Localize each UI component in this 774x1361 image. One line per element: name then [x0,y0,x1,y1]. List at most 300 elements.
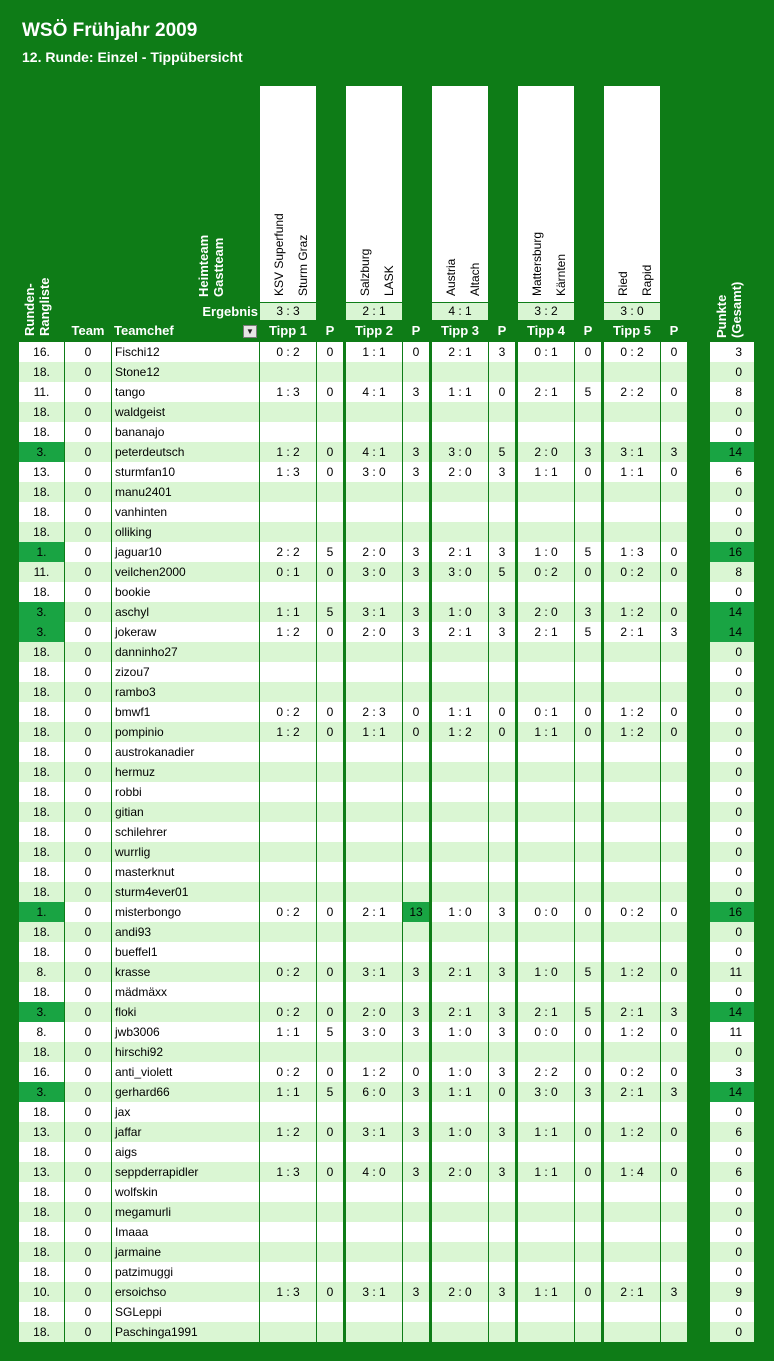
tipp-2-cell[interactable] [346,942,402,962]
teamchef-cell[interactable]: Fischi12 [112,342,259,362]
tipp-3-cell[interactable]: 1 : 0 [432,1062,488,1082]
tipp-4-cell[interactable]: 1 : 1 [518,1282,574,1302]
tipp-5-cell[interactable] [604,1242,660,1262]
points-5-cell[interactable] [661,1042,687,1062]
tipp-1-cell[interactable]: 0 : 2 [260,962,316,982]
tipp-2-cell[interactable] [346,362,402,382]
teamchef-cell[interactable]: pompinio [112,722,259,742]
tipp-5-cell[interactable]: 2 : 1 [604,622,660,642]
points-3-cell[interactable]: 3 [489,1062,515,1082]
total-points-cell[interactable]: 0 [710,642,754,662]
team-cell[interactable]: 0 [65,1062,111,1082]
points-1-cell[interactable]: 0 [317,702,343,722]
points-3-cell[interactable]: 3 [489,1282,515,1302]
teamchef-cell[interactable]: bmwf1 [112,702,259,722]
points-1-cell[interactable] [317,802,343,822]
rank-cell[interactable]: 18. [19,482,64,502]
tipp-2-cell[interactable]: 2 : 0 [346,622,402,642]
tipp-1-cell[interactable]: 1 : 3 [260,382,316,402]
tipp-1-cell[interactable]: 0 : 2 [260,342,316,362]
rank-cell[interactable]: 3. [19,1002,64,1022]
tipp-4-cell[interactable]: 1 : 0 [518,542,574,562]
tipp-2-cell[interactable] [346,482,402,502]
points-3-cell[interactable] [489,482,515,502]
points-3-cell[interactable] [489,1042,515,1062]
points-4-cell[interactable]: 0 [575,902,601,922]
rank-cell[interactable]: 18. [19,1322,64,1342]
total-points-cell[interactable]: 8 [710,562,754,582]
total-points-cell[interactable]: 0 [710,1202,754,1222]
rank-cell[interactable]: 10. [19,1282,64,1302]
team-cell[interactable]: 0 [65,1022,111,1042]
tipp-3-cell[interactable] [432,402,488,422]
points-1-cell[interactable] [317,782,343,802]
team-cell[interactable]: 0 [65,762,111,782]
tipp-5-cell[interactable] [604,522,660,542]
team-cell[interactable]: 0 [65,1002,111,1022]
total-points-cell[interactable]: 0 [710,1102,754,1122]
tipp-1-cell[interactable] [260,582,316,602]
points-3-cell[interactable] [489,1242,515,1262]
rank-cell[interactable]: 18. [19,662,64,682]
tipp-4-cell[interactable] [518,742,574,762]
points-2-cell[interactable]: 3 [403,1122,429,1142]
tipp-4-cell[interactable]: 0 : 1 [518,342,574,362]
points-4-cell[interactable]: 3 [575,602,601,622]
points-4-cell[interactable] [575,822,601,842]
total-points-cell[interactable]: 0 [710,862,754,882]
points-4-cell[interactable]: 3 [575,1082,601,1102]
total-points-cell[interactable]: 14 [710,1082,754,1102]
teamchef-filter-dropdown[interactable] [243,325,257,338]
points-4-cell[interactable] [575,522,601,542]
points-2-cell[interactable] [403,742,429,762]
points-5-cell[interactable]: 0 [661,1122,687,1142]
tipp-3-cell[interactable] [432,1262,488,1282]
tipp-1-cell[interactable]: 1 : 1 [260,602,316,622]
tipp-5-cell[interactable] [604,942,660,962]
tipp-3-cell[interactable] [432,1222,488,1242]
tipp-1-cell[interactable]: 0 : 2 [260,1062,316,1082]
points-3-cell[interactable] [489,662,515,682]
teamchef-cell[interactable]: anti_violett [112,1062,259,1082]
teamchef-cell[interactable]: bananajo [112,422,259,442]
points-5-cell[interactable]: 3 [661,1002,687,1022]
points-5-cell[interactable] [661,582,687,602]
team-cell[interactable]: 0 [65,962,111,982]
tipp-2-cell[interactable] [346,982,402,1002]
rank-cell[interactable]: 18. [19,582,64,602]
total-points-cell[interactable]: 0 [710,522,754,542]
rank-cell[interactable]: 3. [19,622,64,642]
total-points-cell[interactable]: 14 [710,442,754,462]
tipp-4-cell[interactable] [518,1042,574,1062]
tipp-2-cell[interactable] [346,642,402,662]
tipp-3-cell[interactable] [432,762,488,782]
tipp-1-cell[interactable] [260,502,316,522]
points-1-cell[interactable] [317,1222,343,1242]
total-points-cell[interactable]: 0 [710,502,754,522]
tipp-5-cell[interactable] [604,362,660,382]
points-3-cell[interactable]: 3 [489,1122,515,1142]
tipp-4-cell[interactable] [518,922,574,942]
points-5-cell[interactable]: 0 [661,542,687,562]
tipp-4-cell[interactable]: 2 : 2 [518,1062,574,1082]
team-cell[interactable]: 0 [65,382,111,402]
points-3-cell[interactable]: 3 [489,1002,515,1022]
tipp-4-cell[interactable] [518,862,574,882]
tipp-2-cell[interactable] [346,1262,402,1282]
points-1-cell[interactable] [317,882,343,902]
tipp-1-cell[interactable]: 2 : 2 [260,542,316,562]
total-points-cell[interactable]: 0 [710,1262,754,1282]
teamchef-cell[interactable]: manu2401 [112,482,259,502]
rank-cell[interactable]: 18. [19,1222,64,1242]
points-2-cell[interactable] [403,522,429,542]
points-4-cell[interactable] [575,882,601,902]
tipp-3-cell[interactable] [432,1322,488,1342]
points-4-cell[interactable] [575,1102,601,1122]
rank-cell[interactable]: 18. [19,522,64,542]
points-1-cell[interactable]: 0 [317,962,343,982]
rank-cell[interactable]: 3. [19,442,64,462]
tipp-5-cell[interactable] [604,822,660,842]
teamchef-cell[interactable]: Paschinga1991 [112,1322,259,1342]
tipp-2-cell[interactable] [346,1182,402,1202]
teamchef-cell[interactable]: megamurli [112,1202,259,1222]
points-3-cell[interactable] [489,882,515,902]
total-points-cell[interactable]: 11 [710,1022,754,1042]
teamchef-cell[interactable]: patzimuggi [112,1262,259,1282]
points-4-cell[interactable] [575,402,601,422]
tipp-2-cell[interactable] [346,662,402,682]
tipp-1-cell[interactable]: 1 : 2 [260,442,316,462]
tipp-5-cell[interactable] [604,1202,660,1222]
team-cell[interactable]: 0 [65,1322,111,1342]
points-3-cell[interactable] [489,1302,515,1322]
teamchef-cell[interactable]: jaguar10 [112,542,259,562]
tipp-5-cell[interactable] [604,922,660,942]
rank-cell[interactable]: 3. [19,1082,64,1102]
total-points-cell[interactable]: 0 [710,1242,754,1262]
tipp-4-cell[interactable] [518,762,574,782]
points-5-cell[interactable] [661,1302,687,1322]
rank-cell[interactable]: 18. [19,782,64,802]
points-1-cell[interactable]: 0 [317,1002,343,1022]
team-cell[interactable]: 0 [65,1282,111,1302]
tipp-1-cell[interactable] [260,422,316,442]
points-3-cell[interactable] [489,1202,515,1222]
points-4-cell[interactable]: 0 [575,342,601,362]
tipp-1-cell[interactable]: 1 : 1 [260,1082,316,1102]
tipp-4-cell[interactable] [518,802,574,822]
tipp-3-cell[interactable] [432,362,488,382]
tipp-5-cell[interactable] [604,762,660,782]
points-2-cell[interactable] [403,922,429,942]
points-5-cell[interactable] [661,482,687,502]
tipp-5-cell[interactable] [604,1262,660,1282]
tipp-1-cell[interactable]: 1 : 3 [260,462,316,482]
points-5-cell[interactable] [661,402,687,422]
teamchef-cell[interactable]: krasse [112,962,259,982]
tipp-3-cell[interactable] [432,1242,488,1262]
tipp-5-cell[interactable] [604,982,660,1002]
points-1-cell[interactable] [317,822,343,842]
team-cell[interactable]: 0 [65,862,111,882]
tipp-5-cell[interactable] [604,422,660,442]
points-3-cell[interactable] [489,862,515,882]
points-5-cell[interactable] [661,982,687,1002]
tipp-2-cell[interactable] [346,582,402,602]
points-4-cell[interactable] [575,362,601,382]
tipp-1-cell[interactable] [260,682,316,702]
tipp-5-cell[interactable]: 0 : 2 [604,562,660,582]
tipp-3-cell[interactable] [432,1142,488,1162]
tipp-5-cell[interactable]: 0 : 2 [604,902,660,922]
team-cell[interactable]: 0 [65,682,111,702]
points-5-cell[interactable] [661,882,687,902]
points-3-cell[interactable] [489,982,515,1002]
team-cell[interactable]: 0 [65,702,111,722]
tipp-5-cell[interactable]: 0 : 2 [604,342,660,362]
points-1-cell[interactable] [317,1262,343,1282]
points-4-cell[interactable] [575,1222,601,1242]
tipp-4-cell[interactable]: 2 : 0 [518,602,574,622]
teamchef-cell[interactable]: olliking [112,522,259,542]
teamchef-cell[interactable]: gitian [112,802,259,822]
points-3-cell[interactable] [489,802,515,822]
points-1-cell[interactable] [317,642,343,662]
points-2-cell[interactable]: 3 [403,622,429,642]
points-5-cell[interactable] [661,842,687,862]
tipp-2-cell[interactable]: 1 : 2 [346,1062,402,1082]
rank-cell[interactable]: 8. [19,962,64,982]
points-2-cell[interactable] [403,762,429,782]
tipp-1-cell[interactable] [260,402,316,422]
points-5-cell[interactable] [661,922,687,942]
teamchef-cell[interactable]: SGLeppi [112,1302,259,1322]
tipp-3-cell[interactable] [432,1302,488,1322]
tipp-4-cell[interactable] [518,822,574,842]
tipp-3-cell[interactable]: 2 : 1 [432,542,488,562]
points-3-cell[interactable]: 3 [489,622,515,642]
teamchef-cell[interactable]: tango [112,382,259,402]
teamchef-cell[interactable]: peterdeutsch [112,442,259,462]
points-5-cell[interactable] [661,1242,687,1262]
teamchef-cell[interactable]: ersoichso [112,1282,259,1302]
points-2-cell[interactable] [403,982,429,1002]
points-1-cell[interactable] [317,1322,343,1342]
total-points-cell[interactable]: 0 [710,362,754,382]
team-cell[interactable]: 0 [65,1242,111,1262]
rank-cell[interactable]: 13. [19,1122,64,1142]
rank-cell[interactable]: 18. [19,862,64,882]
points-5-cell[interactable]: 3 [661,1282,687,1302]
total-points-cell[interactable]: 0 [710,922,754,942]
teamchef-cell[interactable]: vanhinten [112,502,259,522]
tipp-2-cell[interactable] [346,882,402,902]
tipp-4-cell[interactable] [518,682,574,702]
points-5-cell[interactable] [661,502,687,522]
tipp-3-cell[interactable] [432,1202,488,1222]
points-2-cell[interactable]: 0 [403,702,429,722]
tipp-2-cell[interactable]: 3 : 0 [346,462,402,482]
tipp-3-cell[interactable] [432,482,488,502]
team-cell[interactable]: 0 [65,1102,111,1122]
tipp-4-cell[interactable] [518,982,574,1002]
points-1-cell[interactable] [317,582,343,602]
tipp-2-cell[interactable] [346,522,402,542]
rank-cell[interactable]: 18. [19,502,64,522]
points-2-cell[interactable] [403,1142,429,1162]
tipp-1-cell[interactable] [260,1182,316,1202]
total-points-cell[interactable]: 0 [710,722,754,742]
points-2-cell[interactable] [403,422,429,442]
tipp-4-cell[interactable] [518,942,574,962]
points-3-cell[interactable] [489,582,515,602]
points-1-cell[interactable] [317,1302,343,1322]
tipp-4-cell[interactable]: 0 : 0 [518,902,574,922]
points-1-cell[interactable]: 0 [317,562,343,582]
points-4-cell[interactable]: 0 [575,1022,601,1042]
teamchef-cell[interactable]: wolfskin [112,1182,259,1202]
points-3-cell[interactable] [489,1322,515,1342]
tipp-1-cell[interactable] [260,942,316,962]
total-points-cell[interactable]: 0 [710,982,754,1002]
team-cell[interactable]: 0 [65,1142,111,1162]
points-3-cell[interactable]: 5 [489,442,515,462]
points-5-cell[interactable] [661,422,687,442]
points-1-cell[interactable]: 0 [317,1162,343,1182]
points-1-cell[interactable]: 0 [317,342,343,362]
team-cell[interactable]: 0 [65,642,111,662]
tipp-4-cell[interactable]: 2 : 1 [518,622,574,642]
teamchef-cell[interactable]: jaffar [112,1122,259,1142]
teamchef-cell[interactable]: hirschi92 [112,1042,259,1062]
points-4-cell[interactable] [575,862,601,882]
teamchef-cell[interactable]: andi93 [112,922,259,942]
points-4-cell[interactable]: 0 [575,1282,601,1302]
tipp-2-cell[interactable]: 3 : 1 [346,1122,402,1142]
total-points-cell[interactable]: 6 [710,1122,754,1142]
team-cell[interactable]: 0 [65,362,111,382]
points-5-cell[interactable] [661,822,687,842]
tipp-1-cell[interactable] [260,662,316,682]
teamchef-cell[interactable]: danninho27 [112,642,259,662]
points-1-cell[interactable]: 0 [317,1062,343,1082]
points-3-cell[interactable]: 3 [489,542,515,562]
teamchef-cell[interactable]: floki [112,1002,259,1022]
tipp-1-cell[interactable] [260,1102,316,1122]
points-5-cell[interactable]: 0 [661,462,687,482]
points-4-cell[interactable] [575,1042,601,1062]
points-4-cell[interactable] [575,762,601,782]
rank-cell[interactable]: 18. [19,1242,64,1262]
teamchef-cell[interactable]: jarmaine [112,1242,259,1262]
teamchef-cell[interactable]: hermuz [112,762,259,782]
total-points-cell[interactable]: 0 [710,1302,754,1322]
points-1-cell[interactable] [317,742,343,762]
points-4-cell[interactable] [575,942,601,962]
team-cell[interactable]: 0 [65,1042,111,1062]
points-5-cell[interactable] [661,802,687,822]
tipp-3-cell[interactable] [432,862,488,882]
team-cell[interactable]: 0 [65,842,111,862]
tipp-4-cell[interactable] [518,1202,574,1222]
points-3-cell[interactable] [489,1182,515,1202]
tipp-3-cell[interactable] [432,582,488,602]
tipp-3-cell[interactable] [432,642,488,662]
tipp-3-cell[interactable]: 2 : 1 [432,962,488,982]
points-4-cell[interactable]: 0 [575,1062,601,1082]
points-2-cell[interactable] [403,502,429,522]
tipp-1-cell[interactable] [260,1322,316,1342]
tipp-4-cell[interactable] [518,1322,574,1342]
tipp-3-cell[interactable] [432,1102,488,1122]
tipp-3-cell[interactable] [432,422,488,442]
team-cell[interactable]: 0 [65,582,111,602]
tipp-2-cell[interactable]: 3 : 0 [346,1022,402,1042]
total-points-cell[interactable]: 14 [710,602,754,622]
rank-cell[interactable]: 18. [19,822,64,842]
tipp-1-cell[interactable] [260,782,316,802]
points-3-cell[interactable]: 3 [489,602,515,622]
tipp-3-cell[interactable] [432,782,488,802]
tipp-2-cell[interactable] [346,1222,402,1242]
teamchef-cell[interactable]: wurrlig [112,842,259,862]
tipp-4-cell[interactable] [518,642,574,662]
points-2-cell[interactable]: 0 [403,722,429,742]
points-2-cell[interactable] [403,482,429,502]
points-2-cell[interactable]: 3 [403,562,429,582]
points-5-cell[interactable] [661,642,687,662]
teamchef-cell[interactable]: Stone12 [112,362,259,382]
points-4-cell[interactable]: 0 [575,562,601,582]
points-4-cell[interactable] [575,502,601,522]
tipp-4-cell[interactable] [518,1222,574,1242]
tipp-2-cell[interactable] [346,802,402,822]
tipp-1-cell[interactable] [260,802,316,822]
points-3-cell[interactable]: 0 [489,382,515,402]
total-points-cell[interactable]: 14 [710,1002,754,1022]
tipp-2-cell[interactable]: 3 : 1 [346,962,402,982]
points-1-cell[interactable] [317,762,343,782]
points-2-cell[interactable]: 3 [403,382,429,402]
tipp-1-cell[interactable] [260,1042,316,1062]
tipp-3-cell[interactable]: 2 : 0 [432,1162,488,1182]
points-2-cell[interactable] [403,1202,429,1222]
points-4-cell[interactable] [575,422,601,442]
points-1-cell[interactable] [317,482,343,502]
tipp-1-cell[interactable]: 0 : 1 [260,562,316,582]
rank-cell[interactable]: 18. [19,942,64,962]
tipp-3-cell[interactable] [432,922,488,942]
points-5-cell[interactable]: 3 [661,442,687,462]
tipp-4-cell[interactable] [518,582,574,602]
tipp-3-cell[interactable] [432,842,488,862]
team-cell[interactable]: 0 [65,1182,111,1202]
tipp-5-cell[interactable]: 1 : 2 [604,602,660,622]
team-cell[interactable]: 0 [65,982,111,1002]
points-2-cell[interactable]: 3 [403,442,429,462]
points-2-cell[interactable] [403,682,429,702]
tipp-5-cell[interactable] [604,402,660,422]
tipp-1-cell[interactable]: 1 : 1 [260,1022,316,1042]
points-5-cell[interactable]: 0 [661,602,687,622]
tipp-5-cell[interactable]: 1 : 2 [604,1122,660,1142]
tipp-1-cell[interactable]: 0 : 2 [260,1002,316,1022]
tipp-1-cell[interactable] [260,522,316,542]
